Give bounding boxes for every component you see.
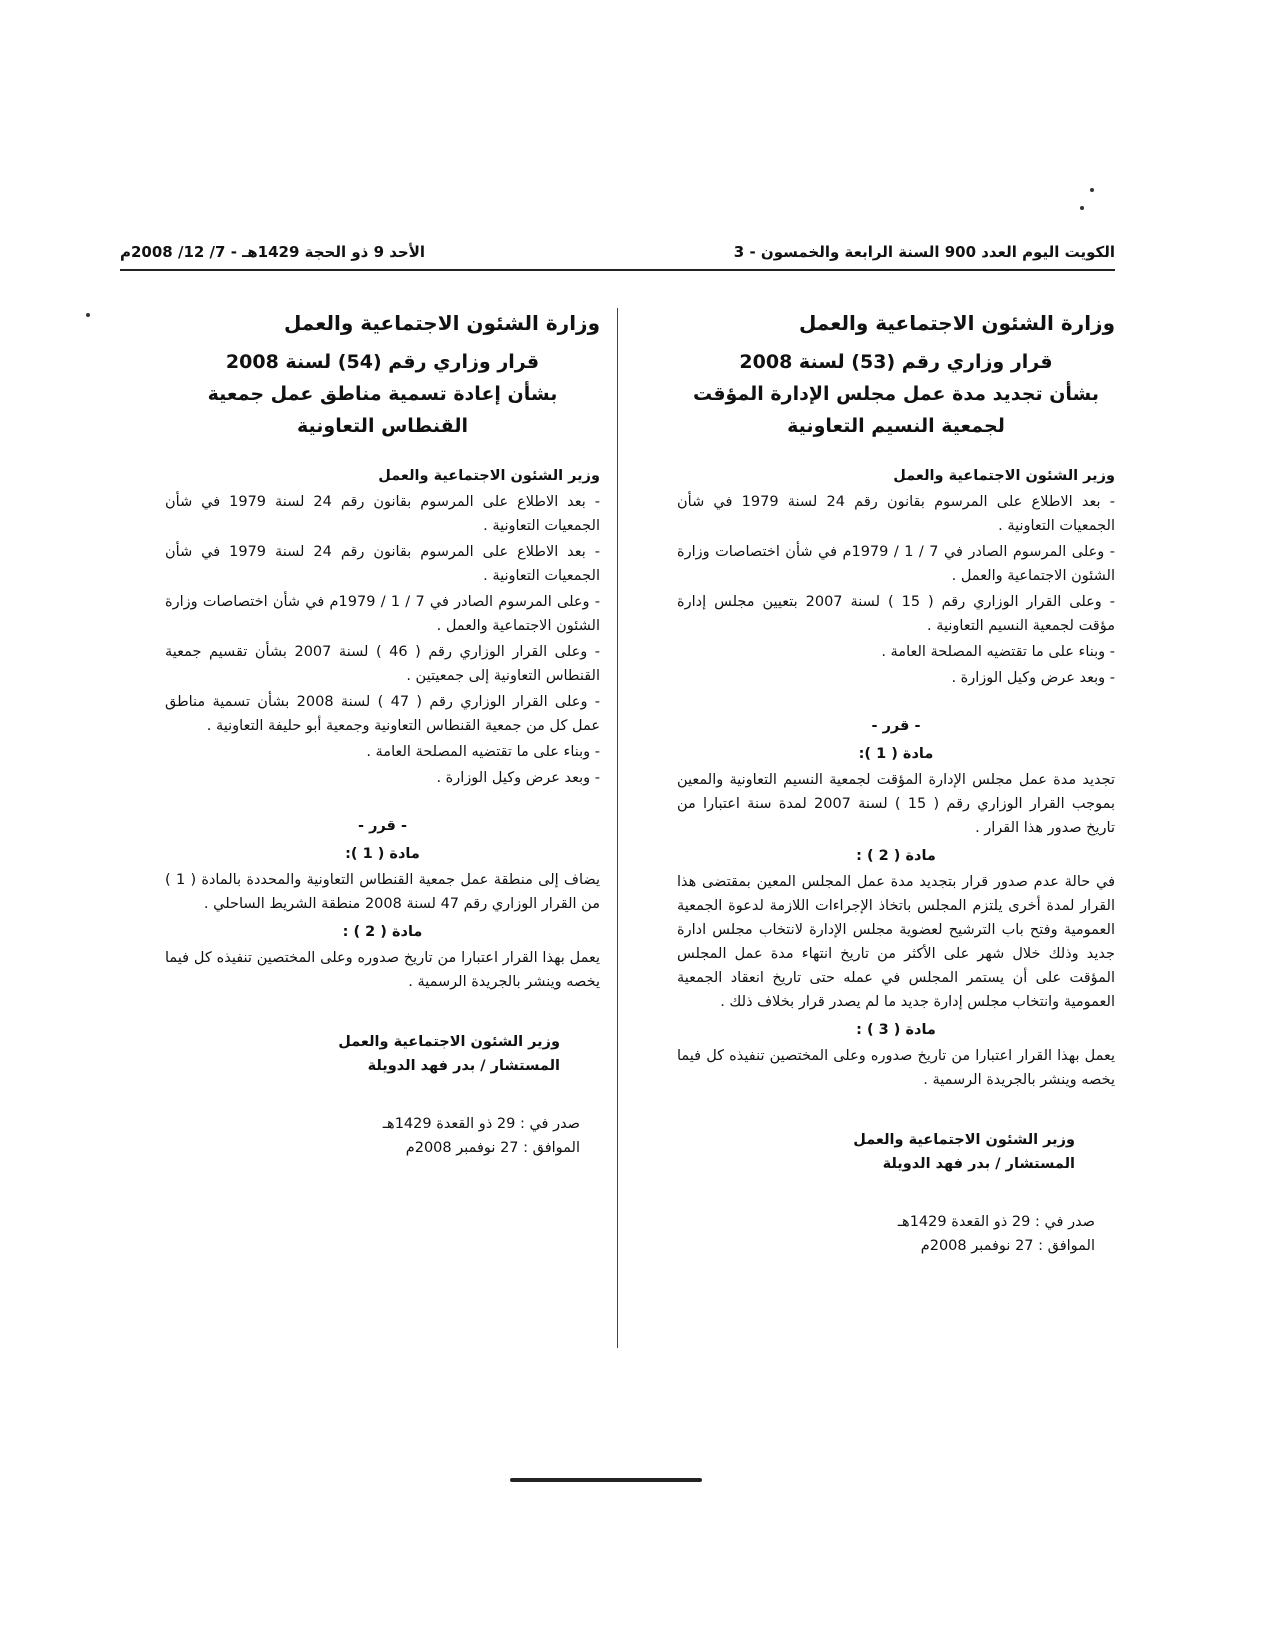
preamble-clause: - بعد الاطلاع على المرسوم بقانون رقم 24 لسنة 1979 في شأن الجمعيات التعاونية . [165, 494, 600, 534]
preamble-clause: - وعلى المرسوم الصادر في 7 / 1 / 1979م في شأن اختصاصات وزارة الشئون الاجتماعية والعمل . [165, 594, 601, 634]
preamble-clause: - وعلى القرار الوزاري رقم ( 47 ) لسنة 2008 بشأن تسمية مناطق عمل كل من جمعية القنطاس التعاونية وجمعية أبو حليفة التعاونية . [165, 694, 600, 734]
corresponding-date: الموافق : 27 نوفمبر 2008م [405, 1140, 580, 1156]
preamble-clause: - وعلى القرار الوزاري رقم ( 46 ) لسنة 2007 بشأن تقسيم جمعية القنطاس التعاونية إلى جمعيتين . [165, 644, 600, 684]
preamble-clause: - بعد الاطلاع على المرسوم بقانون رقم 24 لسنة 1979 في شأن الجمعيات التعاونية . [677, 494, 1115, 534]
preamble-clause: - وبناء على ما تقتضيه المصلحة العامة . [366, 744, 600, 760]
issue-date: صدر في : 29 ذو القعدة 1429هـ [897, 1214, 1095, 1230]
article-text: تجديد مدة عمل مجلس الإدارة المؤقت لجمعية النسيم التعاونية والمعين بموجب القرار الوزاري رقم ( 15 ) لسنة 2007 لمدة سنة اعتبارا من تاريخ صدور هذا القرار . [677, 772, 1115, 836]
article-label: مادة ( 1 ): [858, 746, 934, 762]
article-text: يعمل بهذا القرار اعتبارا من تاريخ صدوره وعلى المختصين تنفيذه كل فيما يخصه وينشر بالجريدة الرسمية . [165, 950, 600, 990]
issue-date: صدر في : 29 ذو القعدة 1429هـ [382, 1116, 580, 1132]
article-label: مادة ( 2 ) : [342, 924, 423, 940]
header-issue-info: الكويت اليوم العدد 900 السنة الرابعة والخمسون - 3 [733, 243, 1115, 261]
decision-title [677, 346, 1115, 442]
article-text: في حالة عدم صدور قرار بتجديد مدة عمل المجلس المعين بمقتضى هذا القرار لمدة أخرى يلتزم المجلس باتخاذ الإجراءات اللازمة لدعوة الجمعية العمومية وفتح باب الترشيح لعضوية مجلس الإدارة لانتخاب مجلس ادارة جديد وذلك خلال شهر على الأكثر من تاريخ انتهاء مدة عمل المجلس المؤقت على أن يستمر المجلس في عمله حتى تاريخ انعقاد الجمعية العمومية وانتخاب مجلس إدارة جديد ما لم يصدر قرار بخلاف ذلك . [677, 874, 1115, 1010]
decision-title-line: قرار وزاري رقم (54) لسنة 2008 [225, 351, 540, 373]
minister-heading: وزير الشئون الاجتماعية والعمل [893, 468, 1115, 484]
article-label: مادة ( 3 ) : [856, 1022, 936, 1038]
signatory-title: وزير الشئون الاجتماعية والعمل [338, 1034, 560, 1050]
minister-heading: وزير الشئون الاجتماعية والعمل [378, 468, 600, 484]
scan-speck [1080, 206, 1084, 210]
article-text: يعمل بهذا القرار اعتبارا من تاريخ صدوره وعلى المختصين تنفيذه كل فيما يخصه وينشر بالجريدة الرسمية . [677, 1048, 1115, 1088]
page-header [120, 243, 1115, 271]
decision-title-line: القنطاس التعاونية [296, 415, 469, 437]
preamble-clause: - وبعد عرض وكيل الوزارة . [951, 670, 1115, 686]
scan-speck [1090, 188, 1094, 192]
decision-title-line: قرار وزاري رقم (53) لسنة 2008 [739, 351, 1053, 373]
ministry-name: وزارة الشئون الاجتماعية والعمل [283, 311, 600, 335]
preamble-clause: - بعد الاطلاع على المرسوم بقانون رقم 24 لسنة 1979 في شأن الجمعيات التعاونية . [165, 544, 600, 584]
header-date: الأحد 9 ذو الحجة 1429هـ - 7/ 12/ 2008م [120, 243, 426, 261]
signatory-title: وزير الشئون الاجتماعية والعمل [853, 1132, 1075, 1148]
scan-speck [86, 313, 90, 317]
article-label: مادة ( 1 ): [345, 846, 420, 862]
preamble-clause: - وعلى القرار الوزاري رقم ( 15 ) لسنة 2007 بتعيين مجلس إدارة مؤقت لجمعية النسيم التعاونية . [677, 594, 1115, 634]
article-text: يضاف إلى منطقة عمل جمعية القنطاس التعاونية والمحددة بالمادة ( 1 ) من القرار الوزاري رقم 47 لسنة 2008 منطقة الشريط الساحلي . [165, 872, 600, 912]
decided-heading: - قرر - [358, 818, 407, 834]
footer-rule [510, 1478, 702, 1482]
preamble-clause: - وعلى المرسوم الصادر في 7 / 1 / 1979م في شأن اختصاصات وزارة الشئون الاجتماعية والعمل . [677, 544, 1115, 584]
decision-53-column [677, 308, 1115, 1258]
decision-title-line: بشأن تجديد مدة عمل مجلس الإدارة المؤقت [692, 383, 1100, 405]
decision-54-column [165, 308, 600, 1160]
article-label: مادة ( 2 ) : [856, 848, 936, 864]
preamble-clause: - وبناء على ما تقتضيه المصلحة العامة . [881, 644, 1115, 660]
corresponding-date: الموافق : 27 نوفمبر 2008م [920, 1238, 1095, 1254]
signatory-name: المستشار / بدر فهد الدويلة [882, 1156, 1075, 1172]
decision-title-line: لجمعية النسيم التعاونية [787, 415, 1005, 437]
decision-title [165, 346, 600, 442]
decision-title-line: بشأن إعادة تسمية مناطق عمل جمعية [207, 383, 558, 405]
signatory-name: المستشار / بدر فهد الدويلة [367, 1058, 560, 1074]
column-divider [617, 308, 618, 1348]
ministry-name: وزارة الشئون الاجتماعية والعمل [798, 311, 1115, 335]
preamble-clause: - وبعد عرض وكيل الوزارة . [436, 770, 600, 786]
decided-heading: - قرر - [871, 718, 921, 734]
